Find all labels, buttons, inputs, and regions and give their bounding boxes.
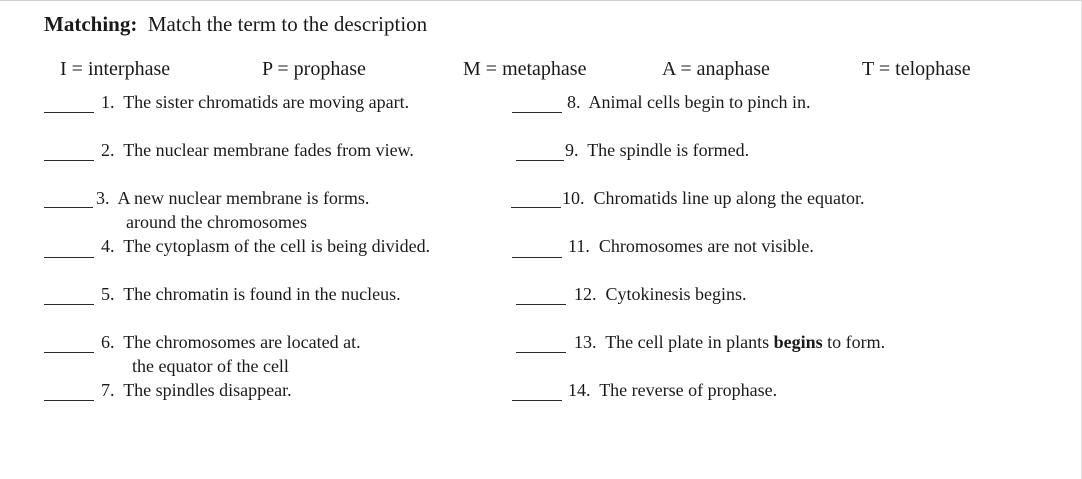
question-number: 9. bbox=[565, 140, 579, 160]
question-text: The cytoplasm of the cell is being divided. bbox=[123, 236, 431, 256]
question-13 bbox=[574, 331, 885, 353]
answer-blank-12[interactable] bbox=[516, 304, 566, 305]
answer-blank-4[interactable] bbox=[44, 257, 94, 258]
question-number: 11. bbox=[568, 236, 590, 256]
title-label: Matching: bbox=[44, 12, 138, 36]
answer-blank-10[interactable] bbox=[511, 207, 561, 208]
question-number: 4. bbox=[101, 236, 115, 256]
question-text: The spindles disappear. bbox=[123, 380, 292, 400]
key-prophase: P = prophase bbox=[262, 58, 366, 80]
question-number: 10. bbox=[562, 188, 585, 208]
top-border bbox=[0, 0, 1082, 1]
question-text: The sister chromatids are moving apart. bbox=[123, 92, 410, 112]
question-2 bbox=[101, 139, 414, 161]
answer-blank-11[interactable] bbox=[512, 257, 562, 258]
answer-blank-1[interactable] bbox=[44, 112, 94, 113]
answer-blank-6[interactable] bbox=[44, 352, 94, 353]
question-text: Chromosomes are not visible. bbox=[598, 236, 814, 256]
answer-blank-7[interactable] bbox=[44, 400, 94, 401]
question-number: 8. bbox=[567, 92, 581, 112]
question-number: 5. bbox=[101, 284, 115, 304]
question-9 bbox=[565, 139, 749, 161]
question-number: 1. bbox=[101, 92, 115, 112]
answer-blank-5[interactable] bbox=[44, 304, 94, 305]
question-number: 2. bbox=[101, 140, 115, 160]
answer-blank-13[interactable] bbox=[516, 352, 566, 353]
question-text-bold: begins bbox=[773, 332, 823, 352]
question-12 bbox=[574, 283, 747, 305]
question-8 bbox=[567, 91, 810, 113]
answer-blank-8[interactable] bbox=[512, 112, 562, 113]
question-text: A new nuclear membrane is forms. bbox=[117, 188, 370, 208]
question-number: 7. bbox=[101, 380, 115, 400]
key-anaphase: A = anaphase bbox=[662, 58, 770, 80]
question-14 bbox=[568, 379, 777, 401]
question-text-before: The cell plate in plants bbox=[605, 332, 770, 352]
question-5 bbox=[101, 283, 401, 305]
answer-blank-9[interactable] bbox=[516, 160, 564, 161]
question-number: 12. bbox=[574, 284, 597, 304]
question-6-continuation: the equator of the cell bbox=[132, 356, 289, 376]
question-text: The chromosomes are located at. bbox=[123, 332, 361, 352]
question-3 bbox=[96, 187, 369, 209]
question-text: The nuclear membrane fades from view. bbox=[123, 140, 414, 160]
question-number: 6. bbox=[101, 332, 115, 352]
answer-blank-2[interactable] bbox=[44, 160, 94, 161]
question-number: 14. bbox=[568, 380, 591, 400]
question-1 bbox=[101, 91, 409, 113]
answer-blank-3[interactable] bbox=[44, 207, 93, 208]
key-interphase: I = interphase bbox=[60, 58, 171, 80]
question-text: The chromatin is found in the nucleus. bbox=[123, 284, 401, 304]
question-7 bbox=[101, 379, 292, 401]
question-number: 13. bbox=[574, 332, 597, 352]
key-metaphase: M = metaphase bbox=[463, 58, 587, 80]
question-text-after: to form. bbox=[827, 332, 886, 352]
answer-blank-14[interactable] bbox=[512, 400, 562, 401]
title-instructions: Match the term to the description bbox=[147, 12, 428, 36]
question-text: The spindle is formed. bbox=[587, 140, 750, 160]
question-text: Chromatids line up along the equator. bbox=[593, 188, 865, 208]
question-4 bbox=[101, 235, 430, 257]
question-text: The reverse of prophase. bbox=[599, 380, 778, 400]
worksheet-title bbox=[44, 12, 427, 37]
question-text: Animal cells begin to pinch in. bbox=[588, 92, 811, 112]
question-number: 3. bbox=[96, 188, 110, 208]
question-10 bbox=[562, 187, 864, 209]
question-6 bbox=[101, 331, 361, 353]
question-11 bbox=[568, 235, 814, 257]
key-telophase: T = telophase bbox=[862, 58, 971, 80]
question-text: Cytokinesis begins. bbox=[605, 284, 747, 304]
question-3-continuation: around the chromosomes bbox=[126, 212, 307, 232]
